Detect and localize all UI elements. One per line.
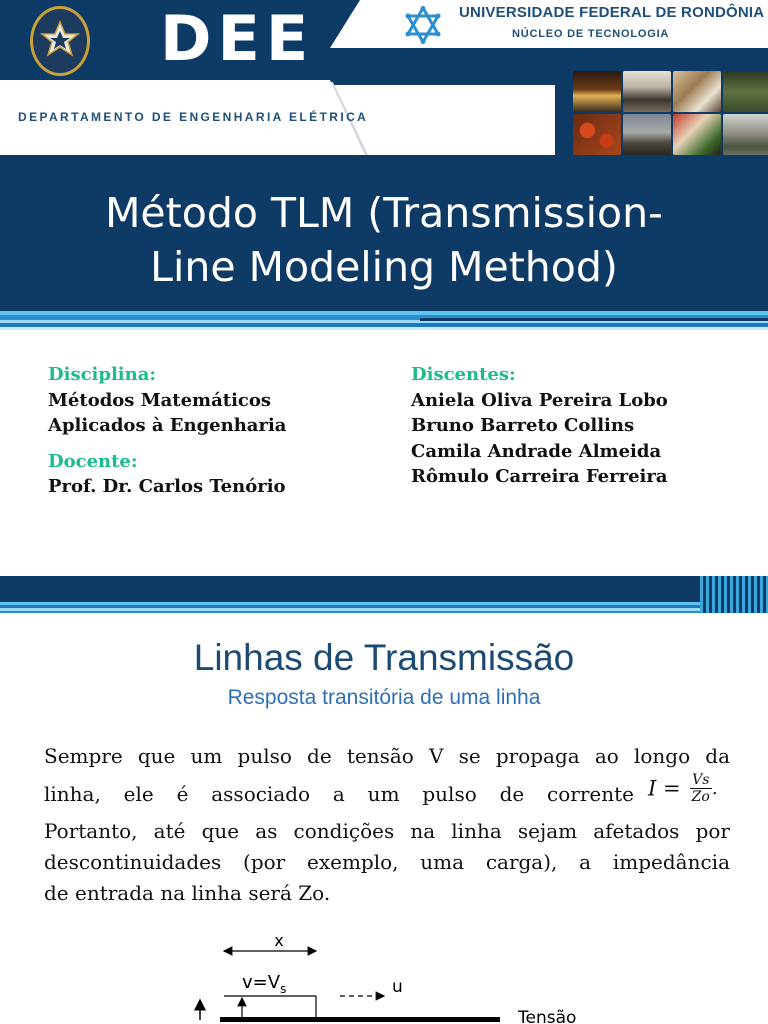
department-seal-logo	[30, 6, 90, 76]
voltage-label-main: v=V	[242, 972, 281, 993]
photo-fruits	[573, 114, 621, 155]
formula-period: .	[711, 778, 718, 799]
presentation-title	[0, 186, 768, 294]
photo-forest	[723, 71, 768, 112]
student-name: Camila Andrade Almeida	[411, 440, 662, 462]
photo-collage	[573, 71, 768, 155]
formula-numerator: Vs	[690, 772, 712, 789]
university-logo-icon	[404, 6, 442, 44]
paragraph-text: linha, ele é associado a um pulso de corrente	[44, 782, 634, 806]
student-name: Aniela Oliva Pereira Lobo	[411, 389, 668, 411]
voltage-pulse-diagram	[180, 925, 600, 1024]
department-name: DEPARTAMENTO DE ENGENHARIA ELÉTRICA	[18, 110, 369, 124]
paragraph-line: de entrada na linha será Zo.	[44, 881, 331, 905]
photo-people	[673, 71, 721, 112]
voltage-label-sub: s	[280, 982, 287, 996]
teacher-name: Prof. Dr. Carlos Tenório	[48, 476, 286, 497]
title-line-1: Método TLM (Transmission-	[105, 189, 663, 237]
line-axis	[220, 1017, 500, 1022]
students-block	[411, 362, 668, 490]
formula-fraction	[690, 772, 712, 805]
photo-water-tanks	[623, 71, 671, 112]
slide-title: Linhas de Transmissão	[193, 637, 575, 678]
technology-nucleus: NÚCLEO DE TECNOLOGIA	[512, 28, 670, 40]
star-seal-icon	[38, 19, 82, 63]
photo-worker	[673, 114, 721, 155]
student-name: Bruno Barreto Collins	[411, 415, 635, 436]
students-label: Discentes:	[411, 364, 516, 385]
slide-header	[0, 0, 768, 155]
photo-campus	[723, 114, 768, 155]
discipline-line-2: Aplicados à Engenharia	[48, 415, 287, 436]
voltage-label	[242, 972, 286, 996]
discipline-block	[48, 362, 286, 500]
photo-night-building	[573, 71, 621, 112]
title-line-2: Line Modeling Method)	[150, 243, 618, 291]
x-label: x	[274, 931, 284, 950]
teacher-label: Docente:	[48, 450, 138, 472]
department-acronym: DEE	[160, 2, 315, 75]
photo-landscape	[623, 114, 671, 155]
formula-denominator: Zo	[691, 789, 710, 805]
discipline-line-1: Métodos Matemáticos	[48, 389, 272, 411]
velocity-label: u	[392, 977, 403, 997]
paragraph-line: descontinuidades (por exemplo, uma carga), a impedância	[44, 850, 730, 874]
paragraph-line: Sempre que um pulso de tensão V se propaga ao longo da	[44, 744, 730, 768]
university-name: UNIVERSIDADE FEDERAL DE RONDÔNIA	[459, 4, 765, 21]
paragraph-line: Portanto, até que as condições na linha sejam afetados por	[44, 819, 730, 843]
slide-subtitle: Resposta transitória de uma linha	[227, 686, 541, 709]
paragraph-line	[44, 778, 634, 810]
formula-lhs: I =	[648, 776, 681, 801]
voltage-axis-label: Tensão	[518, 1008, 577, 1024]
current-formula	[648, 772, 718, 805]
student-name: Rômulo Carreira Ferreira	[411, 466, 668, 487]
discipline-label: Disciplina:	[48, 364, 157, 385]
